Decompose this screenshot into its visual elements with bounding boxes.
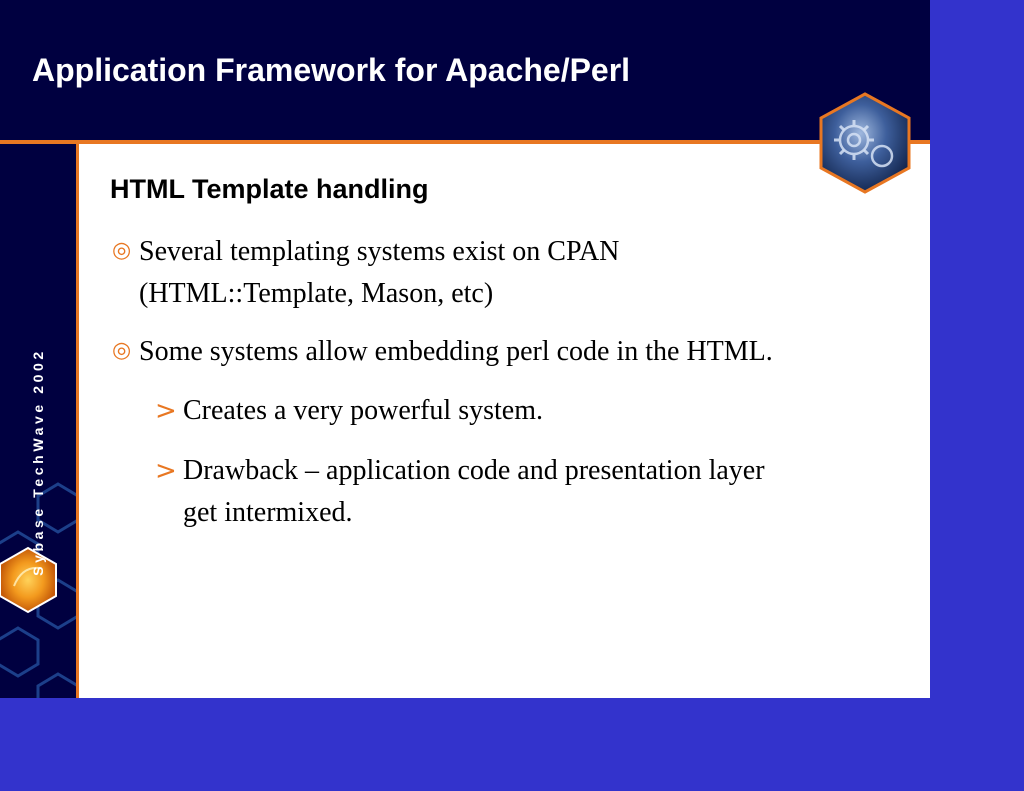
gear-hexagon-icon bbox=[818, 92, 912, 194]
sidebar bbox=[0, 144, 76, 698]
bullet-text: Several templating systems exist on CPAN bbox=[139, 236, 620, 267]
sub-bullet-text: Creates a very powerful system. bbox=[183, 395, 543, 426]
section-heading: HTML Template handling bbox=[110, 174, 429, 204]
bullet-text-continued: (HTML::Template, Mason, etc) bbox=[139, 278, 494, 309]
slide-title: Application Framework for Apache/Perl bbox=[32, 52, 631, 88]
sub-bullet-text-continued: get intermixed. bbox=[183, 497, 353, 528]
double-circle-bullet-icon: ◎ bbox=[112, 338, 132, 363]
sidebar-label: Sybase TechWave 2002 bbox=[30, 348, 46, 576]
double-circle-bullet-icon: ◎ bbox=[112, 238, 132, 263]
bullet-text: Some systems allow embedding perl code in the HTML. bbox=[139, 336, 773, 367]
sub-bullet-text: Drawback – application code and presentation layer bbox=[183, 455, 765, 486]
sub-bullet-marker: > bbox=[155, 456, 177, 486]
sub-bullet-marker: > bbox=[155, 396, 177, 426]
title-bar bbox=[0, 0, 930, 140]
